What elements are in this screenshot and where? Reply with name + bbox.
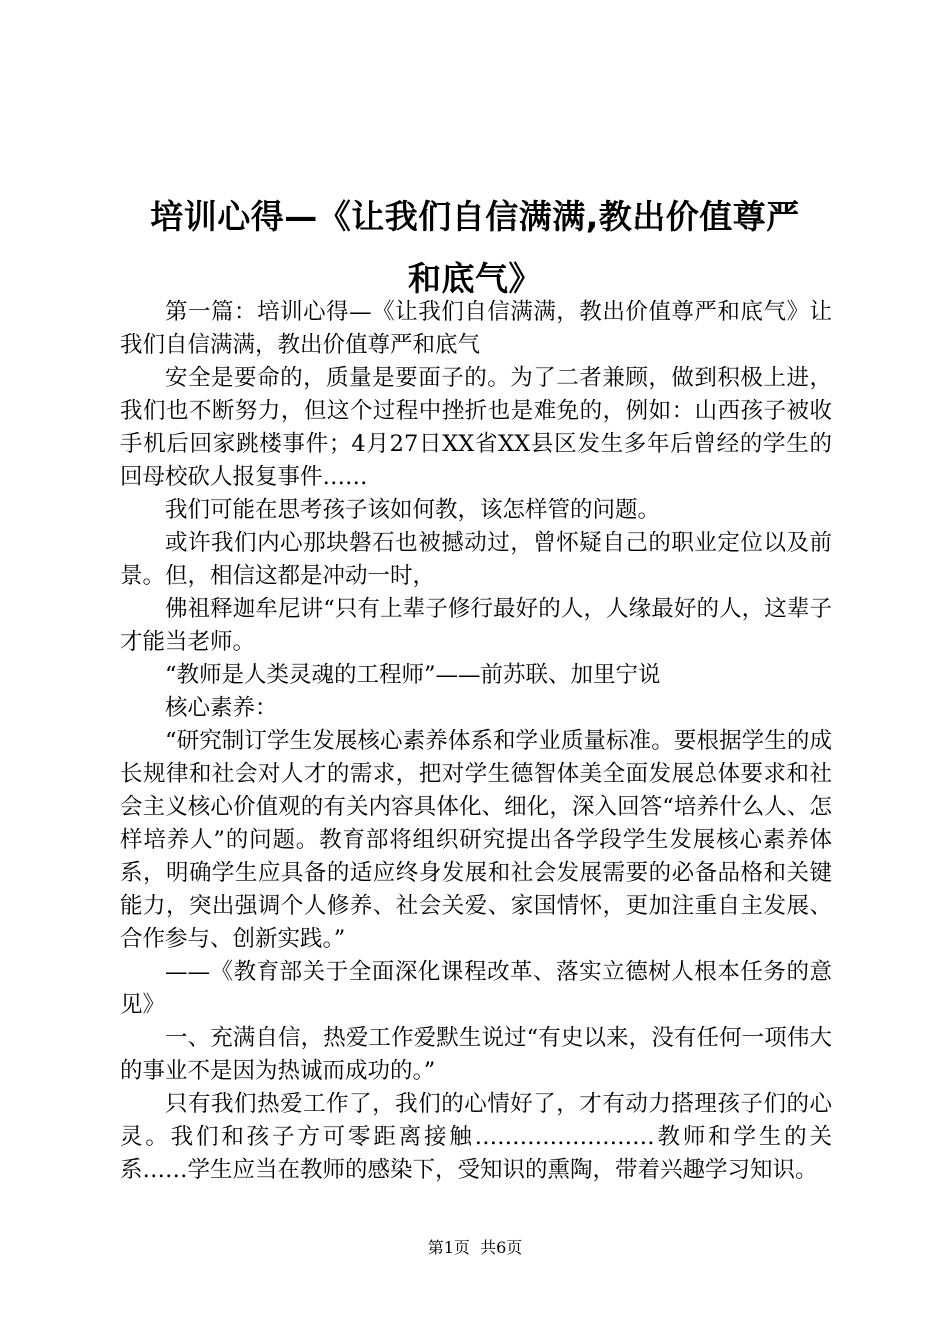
paragraph: ——《教育部关于全面深化课程改革、落实立德树人根本任务的意见》 (120, 959, 832, 1018)
paragraph: 核心素养： (165, 695, 278, 721)
paragraph: “研究制订学生发展核心素养体系和学业质量标准。要根据学生的成长规律和社会对人才的需求，把对学生德智体美全面发展总体要求和社会主义核心价值观的有关内容具体化、细化，深入回答“培养什么人、怎样培养人”的问题。教育部将组织研究提出各学段学生发展核心素养体系，明确学生应具备的适应终身发展和社会发展需要的必备品格和关键能力，突出强调个人修养、社会关爱、家国情怀，更加注重自主发展、合作参与、创新实践。” (120, 728, 832, 952)
paragraph: 只有我们热爱工作了，我们的心情好了，才有动力搭理孩子们的心灵。我们和孩子方可零距离接触……………………教师和学生的关系……学生应当在教师的感染下，受知识的熏陶，带着兴趣学习知识。 (120, 1091, 832, 1183)
page-number: 第1页 共6页 (427, 1238, 523, 1257)
page-footer (0, 1238, 950, 1258)
title-line-1: 培训心得—《让我们自信满满,教出价值尊严 (150, 197, 800, 236)
paragraph: 安全是要命的，质量是要面子的。为了二者兼顾，做到积极上进，我们也不断努力，但这个过程中挫折也是难免的，例如：山西孩子被收手机后回家跳楼事件；4月27日XX省XX县区发生多年后曾经的学生的回母校砍人报复事件…… (120, 365, 832, 490)
document-body (120, 296, 832, 1187)
paragraph: 一、充满自信，热爱工作爱默生说过“有史以来，没有任何一项伟大的事业不是因为热诚而成功的。” (120, 1025, 832, 1084)
paragraph: 我们可能在思考孩子该如何教，该怎样管的问题。 (165, 497, 661, 523)
document-title (120, 186, 830, 310)
paragraph: “教师是人类灵魂的工程师”——前苏联、加里宁说 (165, 662, 661, 688)
title-line-2: 和底气》 (408, 259, 542, 298)
paragraph: 第一篇：培训心得—《让我们自信满满，教出价值尊严和底气》让我们自信满满，教出价值尊严和底气 (120, 299, 832, 358)
paragraph: 佛祖释迦牟尼讲“只有上辈子修行最好的人，人缘最好的人，这辈子才能当老师。 (120, 596, 832, 655)
paragraph: 或许我们内心那块磐石也被撼动过，曾怀疑自己的职业定位以及前景。但，相信这都是冲动一时， (120, 530, 832, 589)
